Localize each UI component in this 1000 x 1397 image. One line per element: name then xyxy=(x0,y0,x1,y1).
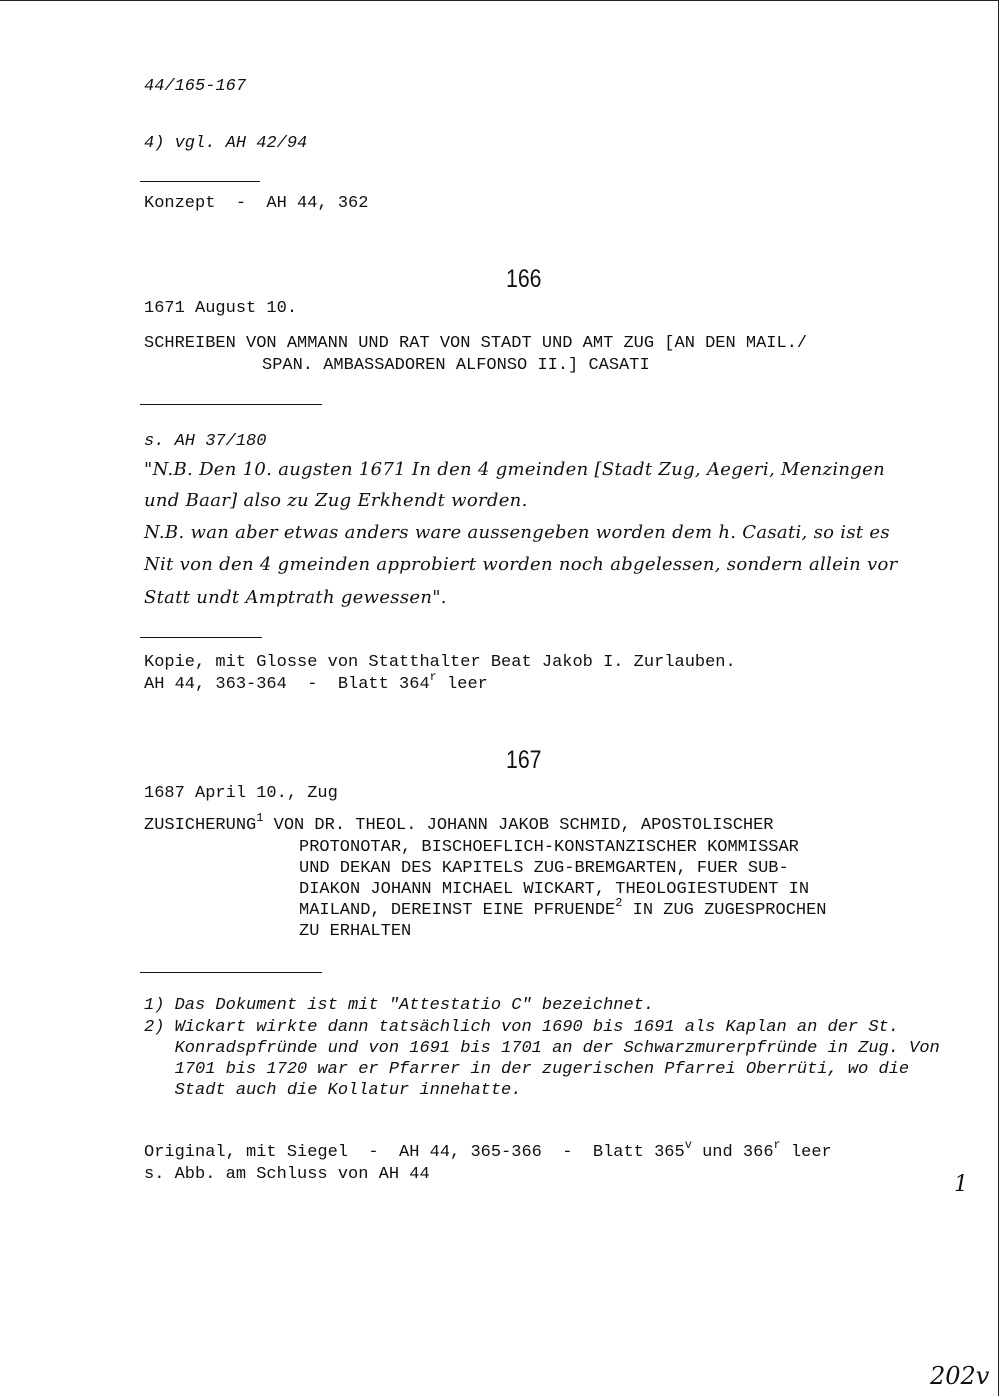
footnote: Konradspfründe und von 1691 bis 1701 an der Schwarzmurerpfründe in Zug. Von xyxy=(144,1039,940,1058)
footnote: 1) Das Dokument ist mit "Attestatio C" bezeichnet. xyxy=(144,996,655,1015)
document-number: 166 xyxy=(506,265,542,293)
document-date: 1671 August 10. xyxy=(144,299,298,318)
page-reference: 44/165-167 xyxy=(144,77,247,96)
document-title-line: SPAN. AMBASSADOREN ALFONSO II.] CASATI xyxy=(262,356,650,375)
handwritten-folio: 202v xyxy=(930,1362,990,1390)
source-note: Konzept - AH 44, 362 xyxy=(144,194,369,213)
glosse-line: Statt undt Amptrath gewessen". xyxy=(144,587,447,608)
document-label: ZUSICHERUNG xyxy=(144,816,257,835)
footnote-marker: 1 xyxy=(256,811,264,825)
glosse-line: "N.B. Den 10. augsten 1671 In den 4 gmeinden [Stadt Zug, Aegeri, Menzingen xyxy=(144,459,885,480)
superscript: r xyxy=(429,670,437,684)
document-title-line: DIAKON JOHANN MICHAEL WICKART, THEOLOGIESTUDENT IN xyxy=(299,880,810,899)
source-text: Original, mit Siegel - AH 44, 365-366 - Blatt 365 xyxy=(144,1143,685,1162)
document-number: 167 xyxy=(506,746,542,774)
source-note xyxy=(144,1138,832,1163)
divider xyxy=(140,637,262,638)
handwritten-mark: 1 xyxy=(954,1172,968,1197)
document-title-line: UND DEKAN DES KAPITELS ZUG-BREMGARTEN, FUER SUB- xyxy=(299,859,789,878)
superscript: v xyxy=(684,1138,692,1152)
footnote: 1701 bis 1720 war er Pfarrer in der zugerischen Pfarrei Oberrüti, wo die xyxy=(144,1060,910,1079)
glosse-line: N.B. wan aber etwas anders ware aussengeben worden dem h. Casati, so ist es xyxy=(144,522,890,543)
document-title-line: ZU ERHALTEN xyxy=(299,922,412,941)
document-title-line: SCHREIBEN VON AMMANN UND RAT VON STADT UND AMT ZUG [AN DEN MAIL./ xyxy=(144,334,808,353)
title-text: MAILAND, DEREINST EINE PFRUENDE xyxy=(299,901,616,920)
footnote-4: 4) vgl. AH 42/94 xyxy=(144,134,308,153)
title-text: VON DR. THEOL. JOHANN JAKOB SCHMID, APOSTOLISCHER xyxy=(263,816,774,835)
document-title-line xyxy=(299,896,827,921)
source-text: AH 44, 363-364 - Blatt 364 xyxy=(144,675,430,694)
footnote: Stadt auch die Kollatur innehatte. xyxy=(144,1081,522,1100)
title-text: IN ZUG ZUGESPROCHEN xyxy=(622,901,827,920)
glosse-line: und Baar] also zu Zug Erkhendt worden. xyxy=(144,490,528,511)
document-date: 1687 April 10., Zug xyxy=(144,784,338,803)
divider xyxy=(140,181,260,182)
document-title-line xyxy=(144,811,774,836)
source-note xyxy=(144,670,488,695)
source-text: und 366 xyxy=(691,1143,774,1162)
footnote-marker: 2 xyxy=(615,896,623,910)
source-text: leer xyxy=(436,675,488,694)
reference-note: s. AH 37/180 xyxy=(144,432,267,451)
divider xyxy=(140,404,322,405)
document-title-line: PROTONOTAR, BISCHOEFLICH-KONSTANZISCHER KOMMISSAR xyxy=(299,838,799,857)
source-note: Kopie, mit Glosse von Statthalter Beat Jakob I. Zurlauben. xyxy=(144,653,736,672)
source-note: s. Abb. am Schluss von AH 44 xyxy=(144,1165,430,1184)
footnote: 2) Wickart wirkte dann tatsächlich von 1690 bis 1691 als Kaplan an der St. xyxy=(144,1018,899,1037)
divider xyxy=(140,972,322,973)
source-text: leer xyxy=(780,1143,832,1162)
superscript: r xyxy=(773,1138,781,1152)
glosse-line: Nit von den 4 gmeinden approbiert worden noch abgelessen, sondern allein vor xyxy=(144,554,898,575)
